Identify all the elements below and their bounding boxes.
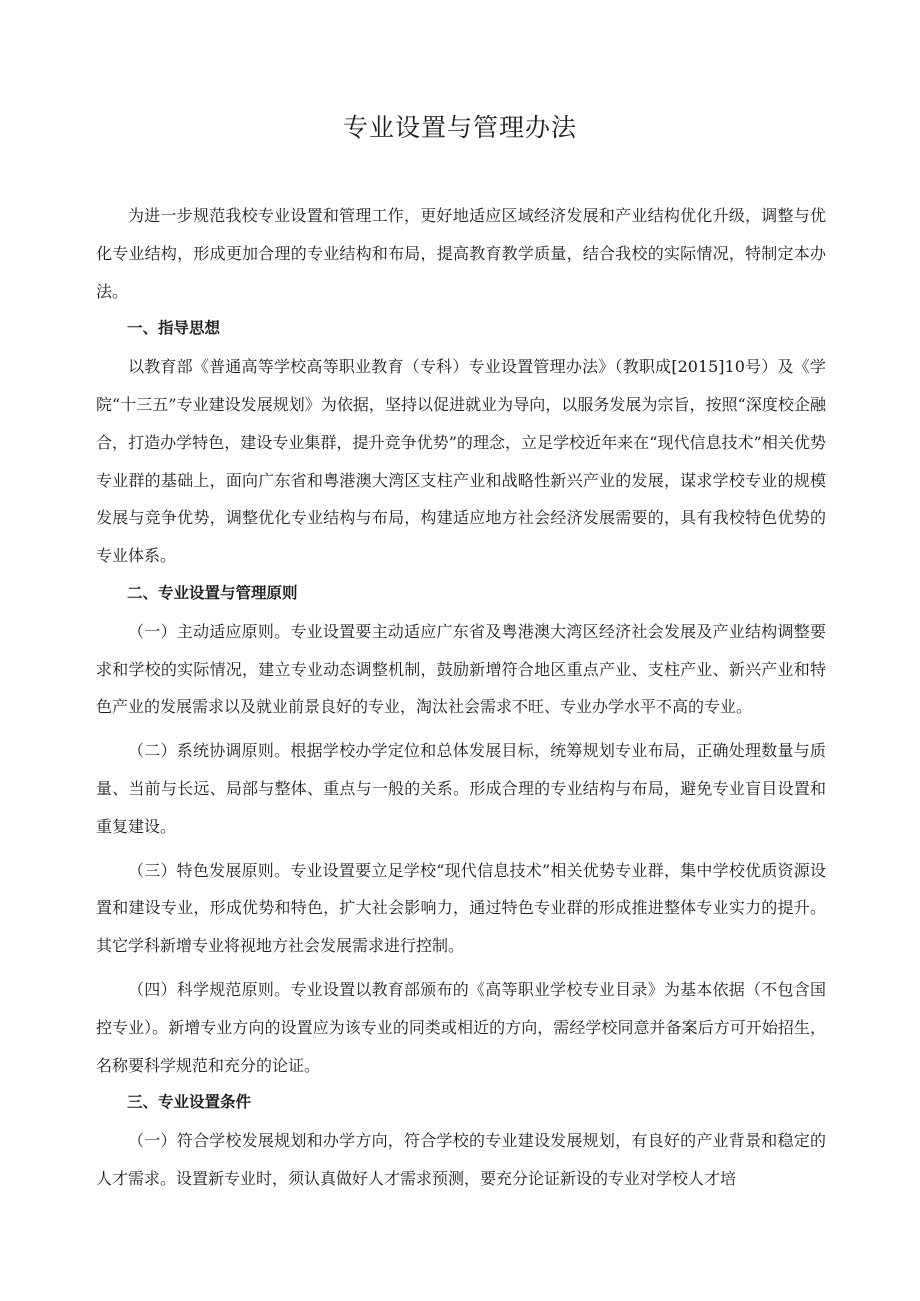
section-heading-guiding-ideology: 一、指导思想	[127, 319, 221, 338]
principle-paragraph-characteristic: （三）特色发展原则。专业设置要立足学校“现代信息技术”相关优势专业群，集中学校优质资源设置和建设专业，形成优势和特色，扩大社会影响力，通过特色专业群的形成推进整体专业实力的提升。其它学科新增专业将视地方社会发展需求进行控制。	[96, 860, 826, 956]
condition-paragraph-1: （一）符合学校发展规划和办学方向，符合学校的专业建设发展规划，有良好的产业背景和稳定的人才需求。设置新专业时，须认真做好人才需求预测，要充分论证新设的专业对学校人才培	[96, 1131, 826, 1188]
document-body	[96, 197, 826, 1198]
intro-paragraph: 为进一步规范我校专业设置和管理工作，更好地适应区域经济发展和产业结构优化升级，调整与优化专业结构，形成更加合理的专业结构和布局，提高教育教学质量，结合我校的实际情况，特制定本办法。	[96, 206, 826, 301]
principle-paragraph-adaptive: （一）主动适应原则。专业设置要主动适应广东省及粤港澳大湾区经济社会发展及产业结构调整要求和学校的实际情况，建立专业动态调整机制，鼓励新增符合地区重点产业、支柱产业、新兴产业和特色产业的发展需求以及就业前景良好的专业，淘汰社会需求不旺、专业办学水平不高的专业。	[96, 621, 826, 717]
section-1-paragraph: 以教育部《普通高等学校高等职业教育（专科）专业设置管理办法》（教职成[2015]10号）及《学院“十三五”专业建设发展规划》为依据，坚持以促进就业为导向，以服务发展为宗旨，按照“深度校企融合，打造办学特色，建设专业集群，提升竞争优势”的理念，立足学校近年来在“现代信息技术”相关优势专业群的基础上，面向广东省和粤港澳大湾区支柱产业和战略性新兴产业的发展，谋求学校专业的规模发展与竞争优势，调整优化专业结构与布局，构建适应地方社会经济发展需要的，具有我校特色优势的专业体系。	[96, 357, 826, 566]
section-heading-principles: 二、专业设置与管理原则	[127, 583, 298, 602]
principle-paragraph-coordination: （二）系统协调原则。根据学校办学定位和总体发展目标，统筹规划专业布局，正确处理数量与质量、当前与长远、局部与整体、重点与一般的关系。形成合理的专业结构与布局，避免专业盲目设置和重复建设。	[96, 741, 826, 836]
principle-paragraph-standard: （四）科学规范原则。专业设置以教育部颁布的《高等职业学校专业目录》为基本依据（不包含国控专业）。新增专业方向的设置应为该专业的同类或相近的方向，需经学校同意并备案后方可开始招生，名称要科学规范和充分的论证。	[96, 979, 826, 1075]
section-heading-conditions: 三、专业设置条件	[127, 1093, 252, 1112]
document-title: 专业设置与管理办法	[342, 113, 577, 142]
